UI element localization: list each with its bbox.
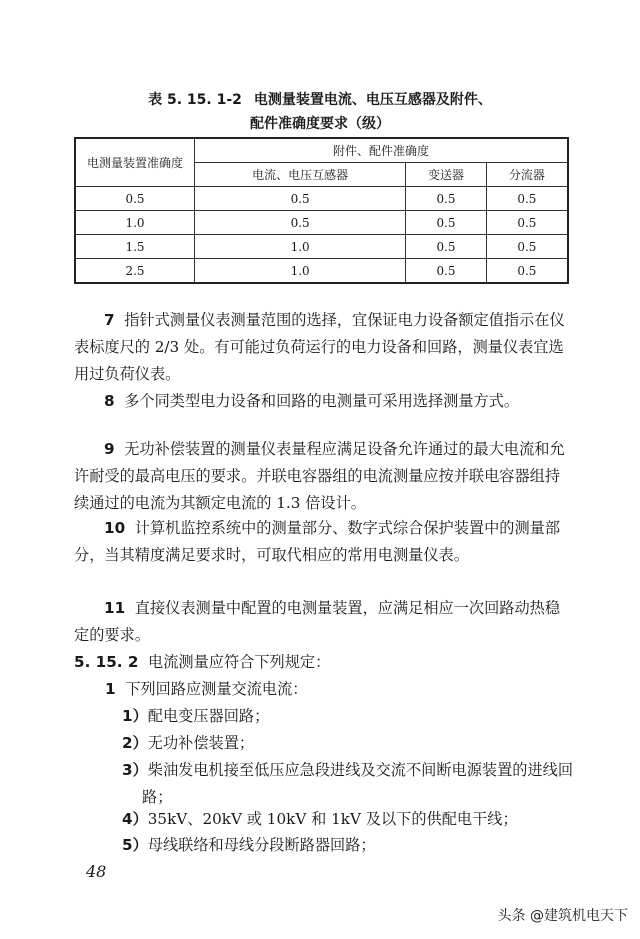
table-cell: 0.5 (406, 187, 487, 211)
table-cell: 0.5 (486, 211, 568, 235)
watermark: 头条 @建筑机电天下 (497, 908, 628, 924)
section-5-15-2: 5. 15. 2 电流测量应符合下列规定： (74, 653, 331, 671)
list-item: 1）配电变压器回路； (122, 707, 270, 725)
list-item: 2）无功补偿装置； (122, 734, 255, 752)
table-cell: 0.5 (195, 211, 406, 235)
clause-1: 1 下列回路应测量交流电流： (105, 680, 308, 698)
table-row (75, 187, 568, 211)
list-item: 4）35kV、20kV 或 10kV 和 1kV 及以下的供配电干线； (122, 810, 518, 828)
table-cell: 0.5 (406, 211, 487, 235)
table-title-line2: 配件准确度要求（级） (250, 116, 390, 132)
header-group: 附件、配件准确度 (195, 138, 569, 163)
table-cell: 1.0 (75, 211, 195, 235)
table-row (75, 259, 568, 284)
table-row (75, 211, 568, 235)
table-cell: 1.0 (195, 259, 406, 284)
paragraph-9: 9 无功补偿装置的测量仪表量程应满足设备允许通过的最大电流和允许耐受的最高电压的要求。并联电容器组的电流测量应按并联电容器组持续通过的电流为其额定电流的 1.3 倍设计。 (74, 440, 565, 512)
table-title-line1: 电测量装置电流、电压互感器及附件、 (253, 92, 492, 108)
paragraph-11: 11 直接仪表测量中配置的电测量装置，应满足相应一次回路动热稳定的要求。 (74, 599, 561, 644)
accuracy-table (74, 137, 569, 284)
paragraph-10: 10 计算机监控系统中的测量部分、数字式综合保护装置中的测量部分，当其精度满足要求时，可取代相应的常用电测量仪表。 (74, 519, 561, 564)
table-cell: 2.5 (75, 259, 195, 284)
table-cell: 0.5 (406, 235, 487, 259)
list-item: 5）母线联络和母线分段断路器回路； (122, 836, 376, 854)
paragraph-7: 7 指针式测量仪表测量范围的选择，宜保证电力设备额定值指示在仪表标度尺的 2/3 处。有可能过负荷运行的电力设备和回路，测量仪表宜选用过负荷仪表。 (74, 311, 565, 383)
paragraph-8: 8 多个同类型电力设备和回路的电测量可采用选择测量方式。 (104, 392, 520, 410)
table-cell: 0.5 (486, 259, 568, 284)
table-cell: 0.5 (195, 187, 406, 211)
table-caption-line1 (0, 89, 640, 109)
table-row (75, 235, 568, 259)
list-item: 3）柴油发电机接至低压应急段进线及交流不间断电源装置的进线回路； (122, 761, 574, 806)
header-accuracy: 电测量装置准确度 (75, 138, 195, 187)
table-cell: 0.5 (486, 187, 568, 211)
table-cell: 0.5 (406, 259, 487, 284)
table-cell: 0.5 (75, 187, 195, 211)
subheader-shunt: 分流器 (486, 163, 568, 187)
table-cell: 1.0 (195, 235, 406, 259)
table-cell: 0.5 (486, 235, 568, 259)
table-cell: 1.5 (75, 235, 195, 259)
page-number: 48 (86, 862, 107, 881)
subheader-transmitter: 变送器 (406, 163, 487, 187)
subheader-transformer: 电流、电压互感器 (195, 163, 406, 187)
table-number: 表 5. 15. 1-2 (148, 92, 242, 108)
